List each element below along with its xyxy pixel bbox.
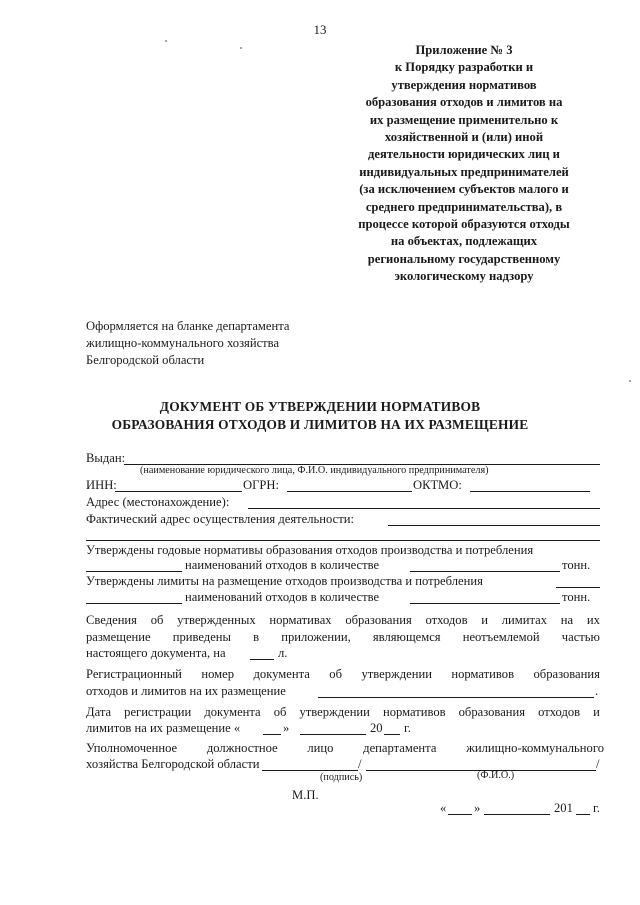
reg-paragraph <box>86 666 600 683</box>
appendix-line: деятельности юридических лиц и <box>368 147 560 162</box>
inn-label: ИНН: <box>86 478 117 492</box>
limits-unit: тонн. <box>562 590 591 604</box>
word: лимитах <box>501 613 548 627</box>
issuer-line: Оформляется на бланке департамента <box>86 319 290 333</box>
word: утверждении <box>299 705 370 719</box>
appendix-line: их размещение применительно к <box>369 112 559 127</box>
word: лицо <box>307 741 334 755</box>
final-year-prefix: 201 <box>554 801 573 815</box>
date-day-field[interactable] <box>263 734 281 735</box>
word: их <box>586 613 600 627</box>
word: отходов <box>425 613 468 627</box>
appendix-line: экологическому надзору <box>394 269 534 284</box>
date-line-1 <box>86 704 600 721</box>
norms-text-1: Утверждены годовые нормативы образования отходов производства и потребления <box>86 543 534 557</box>
info-line-1 <box>86 612 600 629</box>
appendix-line: Приложение № 3 <box>415 43 513 57</box>
signature-field[interactable] <box>262 770 358 771</box>
word: утверждении <box>361 667 432 681</box>
actual-address-label: Фактический адрес осуществления деятельности: <box>86 512 354 526</box>
reg-number-field[interactable] <box>318 697 594 698</box>
signature-hint: (подпись) <box>320 772 363 783</box>
oktmo-field[interactable] <box>470 491 590 492</box>
word: документа <box>204 705 261 719</box>
norms-count-field[interactable] <box>86 571 182 572</box>
limits-text-1: Утверждены лимиты на размещение отходов производства и потребления <box>86 574 483 588</box>
word: образования <box>345 613 412 627</box>
word: и <box>481 613 489 627</box>
word: нормативах <box>269 613 332 627</box>
word: на <box>560 613 574 627</box>
scan-speck <box>629 380 631 382</box>
date-text-2: лимитов на их размещение « <box>86 721 241 735</box>
appendix-line: индивидуальных предпринимателей <box>359 164 569 179</box>
word: размещение <box>86 629 151 644</box>
appendix-line: на объектах, подлежащих <box>390 234 538 249</box>
word: об <box>329 667 342 681</box>
word: нормативов <box>382 705 446 719</box>
info-paragraph <box>86 612 600 645</box>
word: об <box>150 613 164 627</box>
final-g: г. <box>593 801 600 815</box>
auth-text-2: хозяйства Белгородской области <box>86 757 260 771</box>
issuer-line: жилищно-коммунального хозяйства <box>86 336 280 350</box>
inn-field[interactable] <box>115 491 242 492</box>
reg-end: . <box>595 684 599 698</box>
word: неотъемлемой <box>462 629 540 644</box>
scan-speck <box>240 47 242 49</box>
word: департамента <box>363 741 437 755</box>
appendix-line: региональному государственному <box>367 251 561 266</box>
auth-paragraph <box>86 740 604 757</box>
slash-2: / <box>596 757 600 771</box>
limits-count-field[interactable] <box>86 603 182 604</box>
slash-1: / <box>358 757 362 771</box>
appendix-line: утверждения нормативов <box>391 77 537 92</box>
word: образования <box>533 667 600 681</box>
appendix-line: (за исключением субъектов малого и <box>359 182 569 197</box>
fio-hint: (Ф.И.О.) <box>477 770 515 781</box>
reg-text-2: отходов и лимитов на их размещение <box>86 684 286 698</box>
word: об <box>273 705 287 719</box>
address-label: Адрес (местонахождение): <box>86 495 230 509</box>
title-line-1: ДОКУМЕНТ ОБ УТВЕРЖДЕНИИ НОРМАТИВОВ <box>159 399 481 414</box>
info-line-2 <box>86 629 600 646</box>
date-quote-close: » <box>283 721 290 735</box>
date-g: г. <box>404 721 411 735</box>
auth-line-1 <box>86 740 604 757</box>
stamp-place: М.П. <box>292 788 319 802</box>
limits-line-field[interactable] <box>556 587 600 588</box>
issuer-line: Белгородской области <box>86 353 205 367</box>
sheets-count-field[interactable] <box>250 659 274 660</box>
appendix-line: процессе которой образуются отходы <box>358 217 570 232</box>
appendix-line: образования отходов и лимитов на <box>365 95 563 110</box>
word: образования <box>458 705 526 719</box>
date-paragraph <box>86 704 600 721</box>
ogrn-field[interactable] <box>287 491 412 492</box>
word: утвержденных <box>177 613 256 627</box>
appendix-line: к Порядку разработки и <box>394 60 534 75</box>
issued-hint: (наименование юридического лица, Ф.И.О. индивидуального предпринимателя) <box>140 465 489 476</box>
word: Сведения <box>86 613 137 627</box>
word: являющемся <box>372 629 441 644</box>
final-day-field[interactable] <box>448 814 472 815</box>
oktmo-label: ОКТМО: <box>413 478 462 492</box>
word: номер <box>201 667 235 681</box>
final-quote-close: » <box>474 801 481 815</box>
word: регистрации <box>124 705 192 719</box>
word: и <box>593 705 600 719</box>
final-year-field[interactable] <box>576 814 590 815</box>
word: Регистрационный <box>86 667 182 681</box>
final-quote-open: « <box>440 801 447 815</box>
appendix-line: среднего предпринимательства), в <box>365 199 563 214</box>
title-line-2: ОБРАЗОВАНИЯ ОТХОДОВ И ЛИМИТОВ НА ИХ РАЗМЕЩЕНИЕ <box>111 417 529 432</box>
word: должностное <box>206 741 278 755</box>
word: частью <box>561 629 600 644</box>
actual-address-field-cont[interactable] <box>86 540 600 541</box>
info-text-3: настоящего документа, на <box>86 646 226 660</box>
word: отходов <box>538 705 581 719</box>
norms-unit: тонн. <box>562 558 591 572</box>
address-field[interactable] <box>248 508 600 509</box>
final-month-field[interactable] <box>484 814 550 815</box>
issued-label: Выдан: <box>86 451 126 465</box>
appendix-line: хозяйственной и (или) иной <box>384 130 544 145</box>
word: приведены <box>172 629 232 644</box>
scan-speck <box>165 40 167 42</box>
limits-text-2: наименований отходов в количестве <box>185 590 380 604</box>
date-year-prefix: 20 <box>370 721 383 735</box>
info-text-end: л. <box>278 646 288 660</box>
document-title <box>0 398 640 434</box>
norms-text-2: наименований отходов в количестве <box>185 558 380 572</box>
word: жилищно-коммунального <box>466 741 604 755</box>
word: нормативов <box>451 667 515 681</box>
date-month-field[interactable] <box>300 734 366 735</box>
reg-line-1 <box>86 666 600 683</box>
date-year-field[interactable] <box>384 734 400 735</box>
limits-amount-field[interactable] <box>410 603 560 604</box>
appendix-header <box>338 42 590 286</box>
norms-amount-field[interactable] <box>410 571 560 572</box>
issuer-note <box>86 318 289 369</box>
ogrn-label: ОГРН: <box>243 478 279 492</box>
actual-address-field[interactable] <box>388 525 600 526</box>
page-number: 13 <box>313 22 327 37</box>
word: Уполномоченное <box>86 741 178 755</box>
word: Дата <box>86 705 112 719</box>
word: приложении, <box>281 629 351 644</box>
word: документа <box>253 667 310 681</box>
word: в <box>253 629 260 644</box>
